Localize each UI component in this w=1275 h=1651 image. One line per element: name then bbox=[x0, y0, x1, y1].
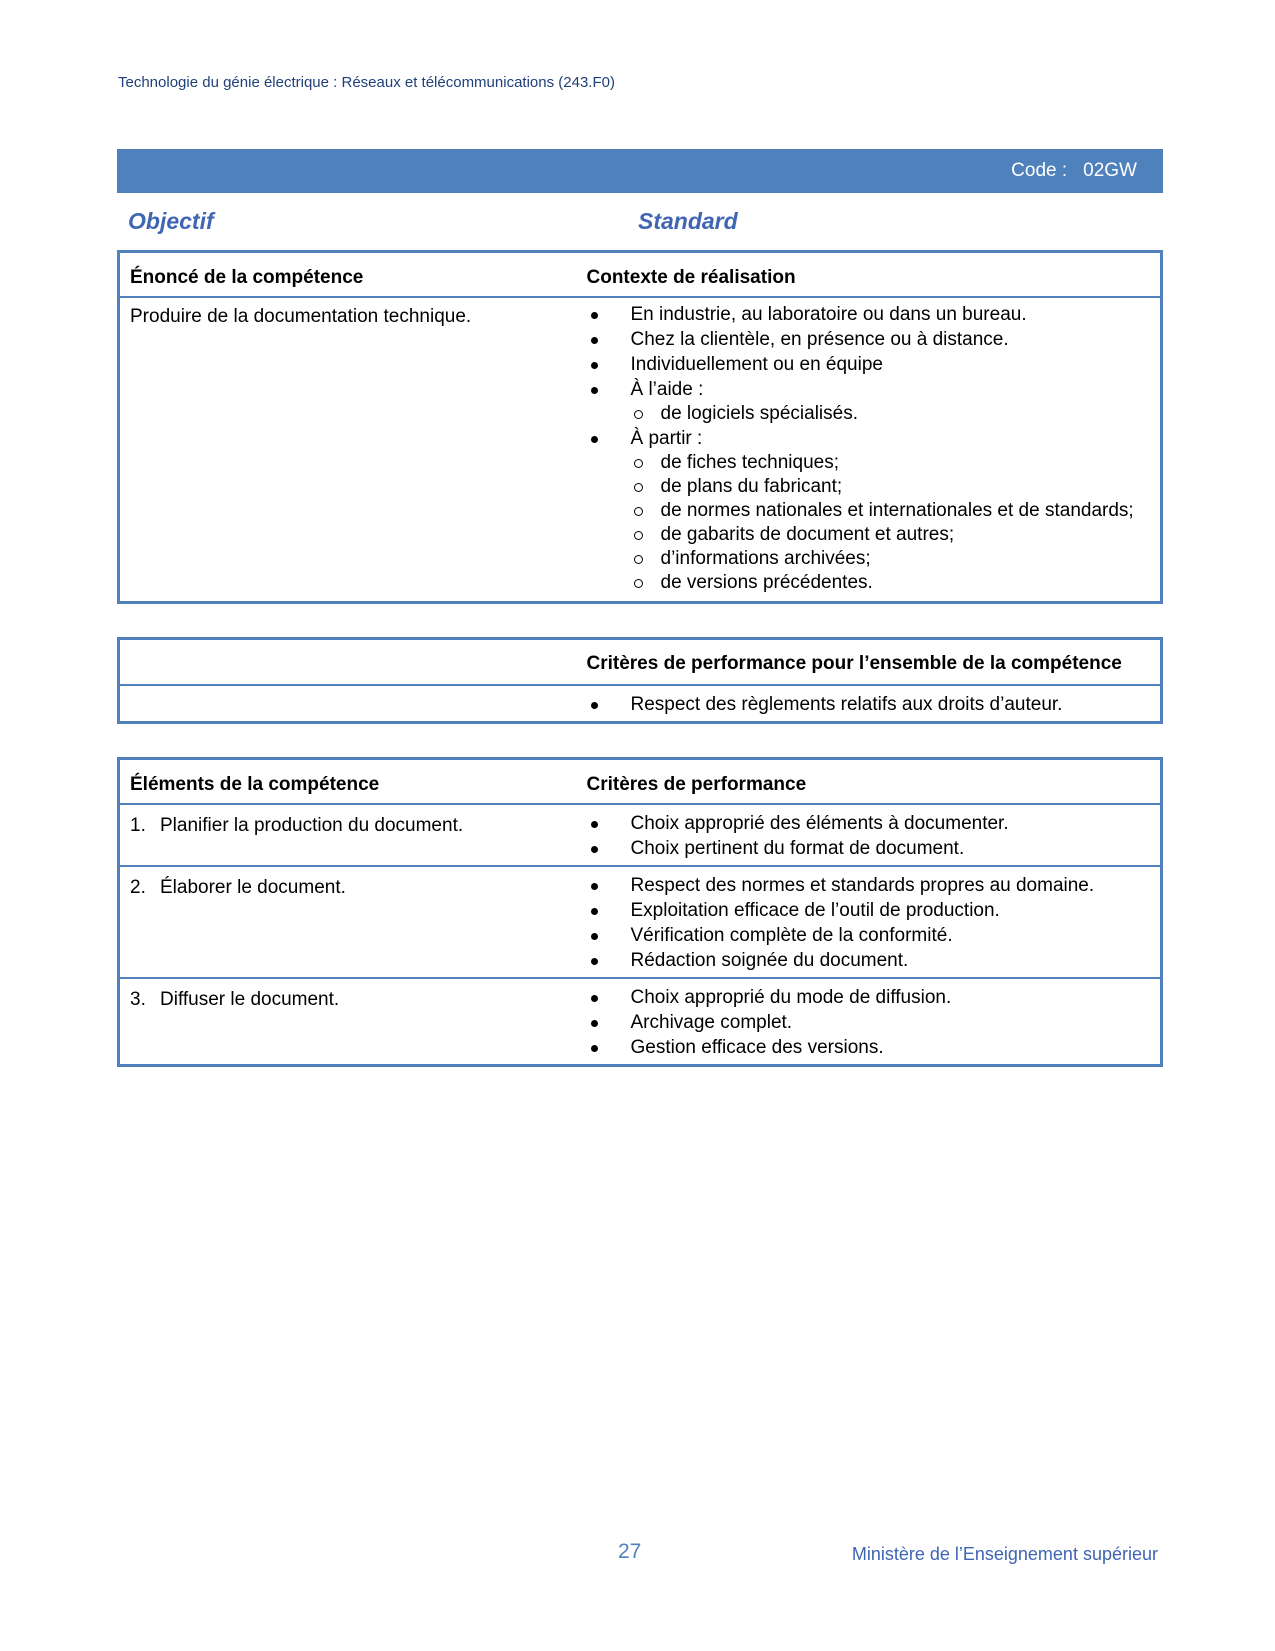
list-item: Gestion efficace des versions. bbox=[587, 1035, 1151, 1060]
list-item bbox=[587, 377, 1151, 426]
list-item: Rédaction soignée du document. bbox=[587, 948, 1151, 973]
list-item: Archivage complet. bbox=[587, 1010, 1151, 1035]
list-item: Individuellement ou en équipe bbox=[587, 352, 1151, 377]
list-item: Choix approprié du mode de diffusion. bbox=[587, 985, 1151, 1010]
elements-table-header bbox=[119, 759, 1162, 804]
ensemble-criteria-list bbox=[587, 692, 1151, 717]
aide-label: À l’aide : bbox=[630, 378, 704, 400]
sub-list-item: d’informations archivées; bbox=[631, 547, 1151, 571]
enonce-table bbox=[117, 250, 1163, 604]
table-row bbox=[119, 978, 1162, 1066]
list-item: Respect des normes et standards propres au domaine. bbox=[587, 873, 1151, 898]
element-number: 2. bbox=[130, 876, 146, 898]
standard-heading: Standard bbox=[638, 208, 738, 234]
sub-list-item: de gabarits de document et autres; bbox=[631, 523, 1151, 547]
ensemble-table-header bbox=[119, 639, 1162, 686]
element-number: 1. bbox=[130, 814, 146, 836]
objectif-standard-headings bbox=[128, 208, 748, 238]
list-item: Respect des règlements relatifs aux droits d’auteur. bbox=[587, 692, 1151, 717]
ensemble-criteria-header: Critères de performance pour l’ensemble de la compétence bbox=[586, 653, 1122, 674]
sub-list-item: de logiciels spécialisés. bbox=[631, 402, 1151, 426]
table-row bbox=[119, 866, 1162, 978]
aide-sublist bbox=[631, 402, 1151, 426]
code-label: Code : bbox=[1011, 160, 1068, 181]
sub-list-item: de normes nationales et internationales et de standards; bbox=[631, 499, 1151, 523]
list-item: En industrie, au laboratoire ou dans un bureau. bbox=[587, 302, 1151, 327]
code-value: 02GW bbox=[1083, 160, 1137, 181]
list-item: Choix approprié des éléments à documenter. bbox=[587, 811, 1151, 836]
ministry-footer: Ministère de l’Enseignement supérieur bbox=[851, 1544, 1158, 1564]
element-item bbox=[130, 989, 577, 1011]
list-item bbox=[587, 426, 1151, 595]
sub-list-item: de fiches techniques; bbox=[631, 451, 1151, 475]
element-text: Planifier la production du document. bbox=[160, 814, 464, 836]
element-item bbox=[130, 877, 577, 899]
list-item: Chez la clientèle, en présence ou à distance. bbox=[587, 327, 1151, 352]
elements-header: Éléments de la compétence bbox=[130, 774, 380, 795]
enonce-table-row bbox=[119, 297, 1162, 603]
element-item bbox=[130, 815, 577, 837]
contexte-header: Contexte de réalisation bbox=[586, 267, 796, 288]
code-bar bbox=[117, 149, 1163, 193]
criteria-list bbox=[587, 985, 1151, 1060]
table-row bbox=[119, 804, 1162, 866]
objectif-heading: Objectif bbox=[128, 208, 214, 234]
competence-statement: Produire de la documentation technique. bbox=[119, 297, 587, 603]
criteria-header: Critères de performance bbox=[586, 774, 807, 795]
enonce-table-header bbox=[119, 252, 1162, 297]
running-header: Technologie du génie électrique : Réseaux et télécommunications (243.F0) bbox=[118, 74, 615, 91]
criteria-list bbox=[587, 873, 1151, 973]
sub-list-item: de versions précédentes. bbox=[631, 571, 1151, 595]
list-item: Vérification complète de la conformité. bbox=[587, 923, 1151, 948]
sub-list-item: de plans du fabricant; bbox=[631, 475, 1151, 499]
ensemble-table bbox=[117, 637, 1163, 724]
partir-sublist bbox=[631, 451, 1151, 595]
list-item: Choix pertinent du format de document. bbox=[587, 836, 1151, 861]
ensemble-table-row bbox=[119, 685, 1162, 723]
partir-label: À partir : bbox=[630, 427, 703, 449]
enonce-header: Énoncé de la compétence bbox=[130, 267, 364, 288]
contexte-list bbox=[587, 302, 1151, 595]
page-number: 27 bbox=[618, 1540, 642, 1563]
elements-table bbox=[117, 757, 1163, 1067]
element-text: Diffuser le document. bbox=[160, 988, 340, 1010]
list-item: Exploitation efficace de l’outil de production. bbox=[587, 898, 1151, 923]
element-number: 3. bbox=[130, 988, 146, 1010]
criteria-list bbox=[587, 811, 1151, 861]
element-text: Élaborer le document. bbox=[160, 876, 346, 898]
